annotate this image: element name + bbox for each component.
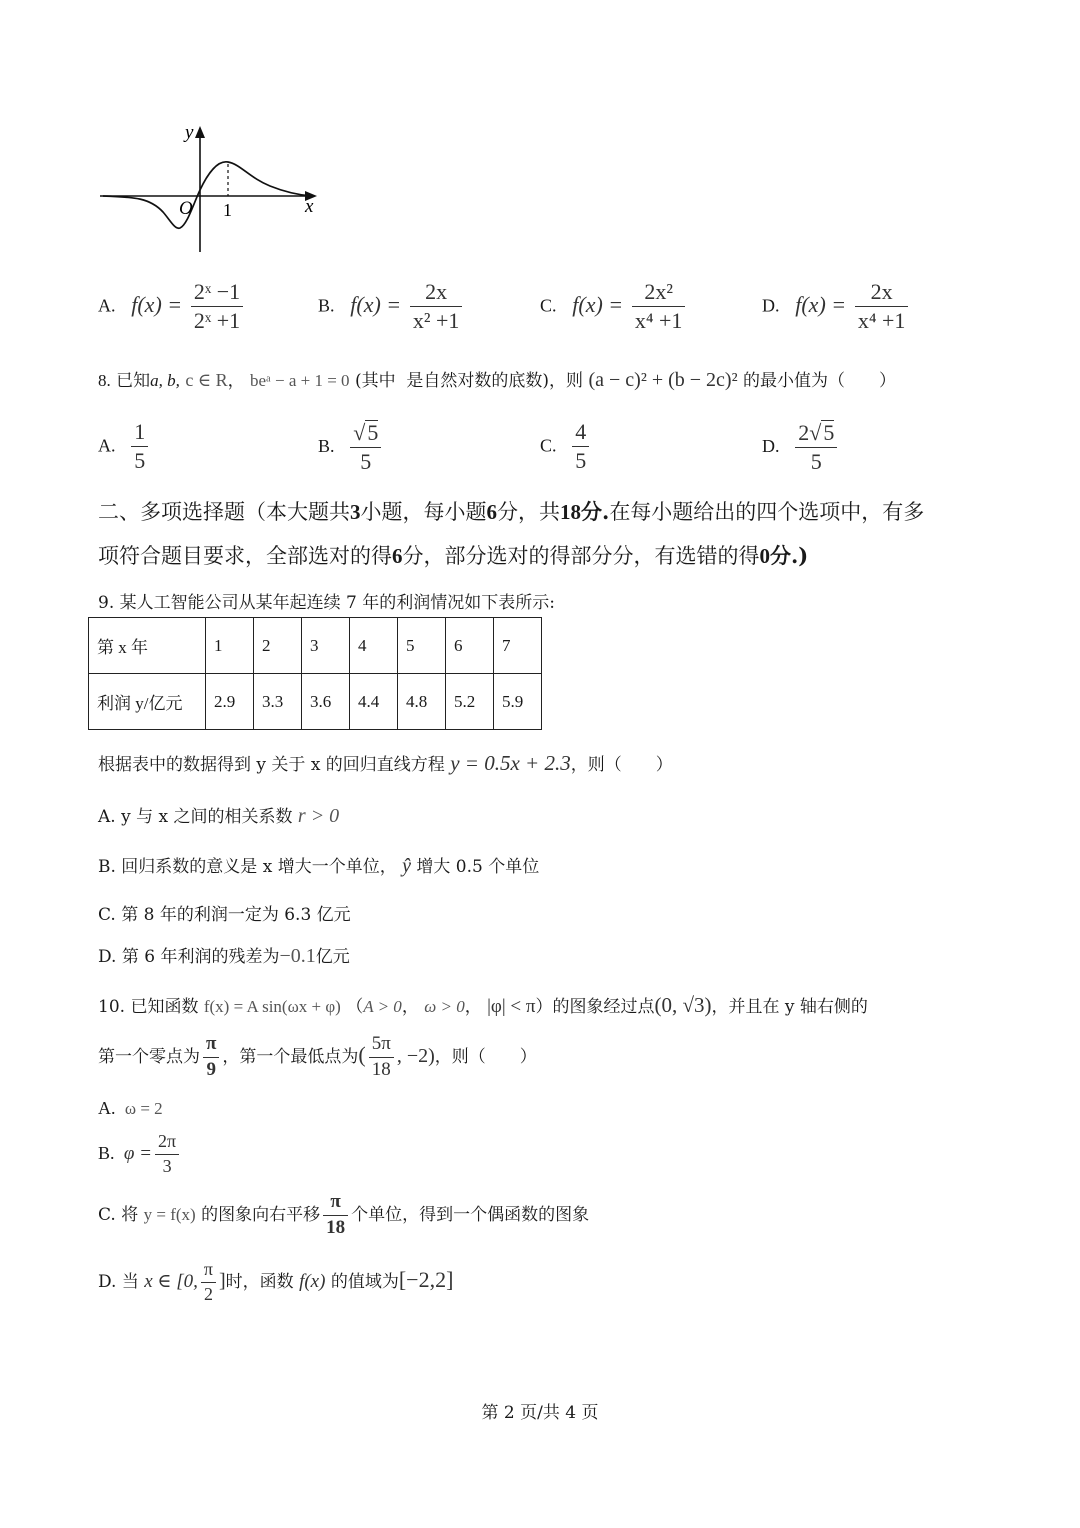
option-range: [−2,2] (398, 1266, 454, 1292)
q8-text: 的最小值为（ ） (742, 371, 896, 391)
q10-option-a[interactable] (98, 1098, 163, 1119)
option-math: −0.1 (279, 945, 316, 967)
table-cell: 1 (206, 618, 254, 674)
q10-zero-numerator: π (203, 1034, 219, 1058)
section-text: 在每小题给出的四个选项中，有多 (609, 500, 925, 524)
q8-option-d[interactable]: D. $\frac{2√5}{5}$ (762, 420, 840, 474)
option-lhs: f(x) = (572, 291, 624, 317)
q8-condition-c: c ∈ R (185, 370, 228, 390)
option-denominator: x⁴ +1 (634, 308, 683, 334)
section-text: 分，部分选对的得部分分，有选错的得 (402, 544, 760, 568)
question-number: 8. (98, 371, 111, 390)
function-graph (95, 120, 330, 260)
q7-option-a[interactable] (98, 280, 246, 333)
option-denominator: 5 (134, 448, 146, 474)
option-label: B. (318, 295, 335, 316)
option-text: 增大 0.5 个单位 (416, 857, 540, 877)
table-cell: 6 (446, 618, 494, 674)
q10-option-b[interactable] (98, 1132, 182, 1177)
section-2-heading (98, 490, 924, 534)
option-numerator: 4 (572, 420, 589, 447)
section-text: 小题，每小题 (360, 500, 487, 524)
table-cell: 2.9 (206, 674, 254, 730)
option-text: D. 当 (98, 1271, 139, 1292)
q9-regression-equation: y = 0.5x + 2.3 (450, 751, 571, 775)
section-text: 分. (581, 499, 610, 524)
option-math: ω = 2 (124, 1099, 163, 1118)
option-lhs: f(x) = (350, 291, 402, 317)
option-denominator: 18 (326, 1216, 346, 1238)
option-math: φ = (123, 1142, 153, 1164)
option-denominator: 5 (575, 448, 587, 474)
table-cell: 5 (398, 618, 446, 674)
function-curve (103, 162, 311, 228)
option-math: x ∈ [0, (144, 1270, 198, 1292)
q10-function: f(x) = A sin(ωx + φ) (203, 997, 341, 1016)
y-axis-arrow (195, 126, 205, 138)
option-label: D. (762, 295, 780, 316)
option-label: A. (98, 435, 116, 456)
q9-option-b[interactable] (98, 852, 539, 878)
q10-text: 第一个零点为 (98, 1046, 200, 1067)
x-axis-label: x (305, 196, 314, 217)
option-denominator: 5 (360, 449, 372, 475)
q8-option-a[interactable] (98, 420, 151, 473)
table-cell: 5.9 (494, 674, 542, 730)
section-number: 6 (486, 500, 497, 524)
q10-min-rest: , −2) (396, 1044, 435, 1067)
option-label: D. (762, 436, 780, 457)
option-text: 时，函数 (225, 1271, 294, 1292)
q8-stem (98, 366, 896, 392)
option-numerator: 2π (155, 1132, 179, 1155)
option-label: A. (98, 1098, 116, 1118)
option-numerator: 2x² (632, 280, 686, 307)
option-label: B. (318, 436, 335, 457)
option-text: C. 第 8 年的利润一定为 6.3 亿元 (98, 905, 351, 925)
q10-text: ，第一个最低点为 (222, 1046, 359, 1067)
table-cell: 3.3 (254, 674, 302, 730)
q8-option-b[interactable]: B. $\frac{√5}{5}$ (318, 420, 384, 474)
q8-condition-equation: beᵃ − a + 1 = 0 (250, 371, 350, 390)
section-text: 分，共 (497, 500, 560, 524)
q8-expression: (a − c)² + (b − 2c)² (588, 369, 738, 391)
option-text: A. y 与 x 之间的相关系数 (98, 807, 293, 827)
option-radicand: 5 (367, 420, 379, 445)
q10-text: ，并且在 y 轴右侧的 (711, 997, 868, 1017)
q10-option-d[interactable] (98, 1260, 453, 1305)
q8-vars: a, b, (150, 371, 180, 390)
table-cell: 2 (254, 618, 302, 674)
table-cell: 4.4 (350, 674, 398, 730)
option-lhs: f(x) = (795, 291, 847, 317)
section-text: 二、多项选择题（本大题共 (98, 500, 350, 524)
q9-text: ，则（ ） (570, 755, 673, 775)
option-coefficient: 2 (798, 420, 810, 445)
option-label: C. (540, 295, 557, 316)
section-2-heading-line2 (98, 534, 808, 578)
table-cell: 利润 y/亿元 (89, 674, 206, 730)
table-cell: 4.8 (398, 674, 446, 730)
q10-condition: ω > 0 (424, 997, 465, 1016)
q9-table (88, 617, 542, 730)
table-cell: 3.6 (302, 674, 350, 730)
q10-min-numerator: 5π (369, 1034, 394, 1058)
q9-option-a[interactable] (98, 802, 339, 828)
q10-min-denominator: 18 (371, 1058, 391, 1080)
q8-text: (其中 (354, 371, 396, 391)
q9-option-c[interactable] (98, 900, 351, 925)
y-axis-label: y (185, 122, 194, 143)
option-text: 个单位，得到一个偶函数的图象 (351, 1204, 590, 1225)
option-denominator: 2 (203, 1283, 213, 1304)
table-cell: 7 (494, 618, 542, 674)
table-cell: 第 x 年 (89, 618, 206, 674)
q8-text: 已知 (116, 371, 151, 391)
q9-title: 9. 某人工智能公司从某年起连续 7 年的利润情况如下表所示: (98, 593, 555, 613)
q9-text: 根据表中的数据得到 y 关于 x 的回归直线方程 (98, 755, 445, 775)
q10-text: ）的图象经过点 (535, 997, 655, 1017)
q10-option-c[interactable] (98, 1192, 589, 1239)
q7-option-b[interactable] (318, 280, 465, 333)
option-numerator: 1 (131, 420, 148, 447)
section-number: 0 (759, 544, 770, 568)
q10-text: （ (346, 997, 364, 1017)
q7-option-d[interactable] (762, 280, 911, 333)
option-label: C. (540, 435, 557, 456)
section-number: 18 (560, 500, 581, 524)
q10-stem-line2: 第一个零点为 $\frac{\pi}{9}$ ，第一个最低点为( $\frac{5\pi}{18}$ , −2)，则（ ） (98, 1033, 537, 1080)
q10-point: (0, √3) (654, 993, 712, 1017)
tick-label-1: 1 (223, 200, 232, 220)
q10-stem-line1: 10. 已知函数 f(x) = A sin(ωx + φ) （A > 0， ω > 0， |φ| < π）的图象经过点(0, √3)，并且在 y 轴右侧的 (98, 993, 868, 1017)
section-number: 6 (392, 544, 403, 568)
q7-option-c[interactable] (540, 280, 688, 333)
option-numerator: 2x (410, 280, 463, 307)
origin-label: O (179, 198, 193, 219)
option-math: r > 0 (297, 805, 340, 827)
q10-condition: |φ| < π (487, 996, 536, 1017)
option-text: 的值域为 (330, 1271, 399, 1292)
q9-option-d[interactable] (98, 942, 350, 968)
q8-text: 是自然对数的底数)，则 (406, 371, 584, 391)
q10-zero-denominator: 9 (206, 1058, 216, 1080)
option-denominator: 2ˣ +1 (193, 308, 241, 334)
option-math: y = f(x) (143, 1204, 196, 1224)
q10-condition: A > 0 (363, 997, 402, 1016)
option-numerator: 2ˣ −1 (191, 280, 243, 307)
q8-option-c[interactable] (540, 420, 592, 473)
section-number: 3 (350, 500, 361, 524)
section-text: 项符合题目要求，全部选对的得 (98, 544, 392, 568)
option-radicand: 5 (823, 420, 835, 445)
q10-text: ，则（ ） (434, 1046, 537, 1067)
option-text: C. 将 (98, 1204, 139, 1225)
option-text: B. 回归系数的意义是 x 增大一个单位， (98, 857, 397, 877)
option-numerator: 2x (855, 280, 909, 307)
section-text: 分.) (770, 543, 809, 568)
option-lhs: f(x) = (131, 291, 183, 317)
option-math: f(x) (299, 1270, 326, 1292)
page-footer: 第 2 页/共 4 页 (481, 1403, 599, 1423)
q8-separator: ， (227, 371, 245, 391)
option-math: ] (219, 1269, 226, 1292)
option-denominator: 5 (810, 449, 822, 475)
option-text: D. 第 6 年利润的残差为 (98, 947, 280, 967)
q9-stem (98, 750, 673, 776)
option-denominator: x² +1 (412, 308, 460, 334)
table-row (89, 674, 542, 730)
option-label: B. (98, 1142, 115, 1163)
option-text: 亿元 (315, 947, 350, 967)
option-label: A. (98, 295, 116, 316)
table-cell: 4 (350, 618, 398, 674)
option-numerator: π (201, 1260, 216, 1283)
option-denominator: x⁴ +1 (857, 308, 906, 334)
q10-text: 10. 已知函数 (98, 997, 199, 1017)
table-row (89, 618, 542, 674)
option-numerator: π (323, 1192, 348, 1216)
table-cell: 3 (302, 618, 350, 674)
option-text: 的图象向右平移 (201, 1204, 321, 1225)
table-cell: 5.2 (446, 674, 494, 730)
option-math: ŷ (402, 855, 411, 877)
option-denominator: 3 (162, 1155, 172, 1176)
